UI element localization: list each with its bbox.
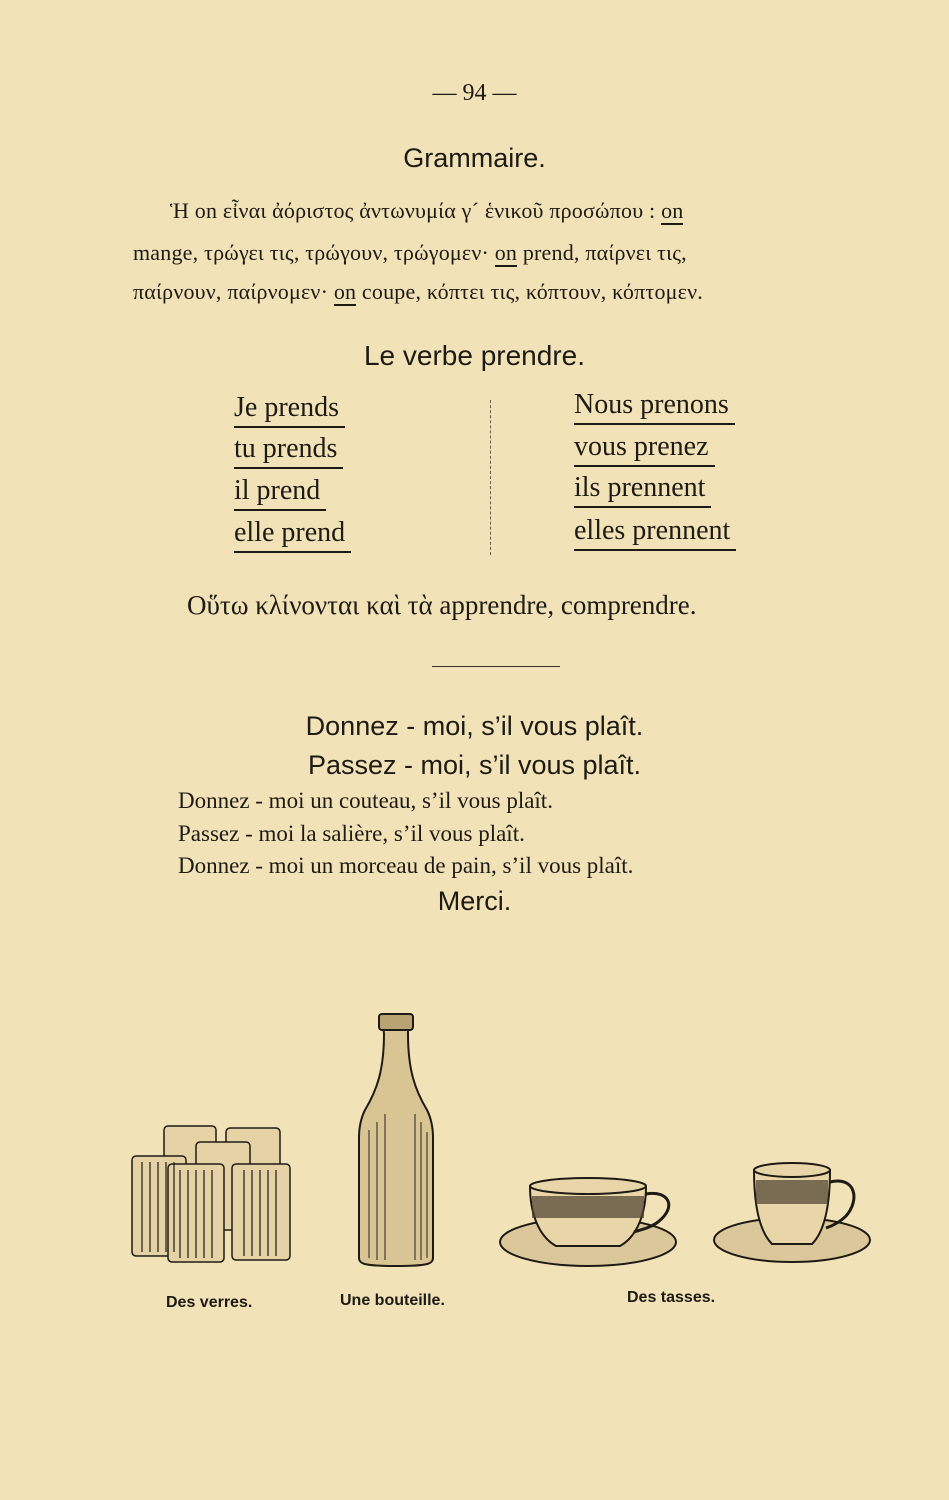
caption-glasses: Des verres. bbox=[166, 1294, 253, 1311]
section-heading: Grammaire. bbox=[403, 143, 546, 173]
paragraph-line-3: παίρνουν, παίρνομεν· on coupe, κόπτει τις, κόπτουν, κόπτομεν. bbox=[133, 279, 703, 304]
merci-text: Merci. bbox=[437, 886, 512, 916]
glasses-illustration bbox=[128, 1118, 298, 1268]
caption-bottle: Une bouteille. bbox=[340, 1292, 445, 1309]
conjugation-note: Οὕτω κλίνονται καὶ τὰ apprendre, comprendre. bbox=[187, 590, 697, 620]
cup-illustration bbox=[712, 1160, 874, 1272]
conjugation-plural-4: elles prennent bbox=[574, 515, 736, 551]
phrase-passez: Passez - moi, s’il vous plaît. bbox=[307, 750, 642, 780]
page-number: — 94 — bbox=[432, 80, 517, 106]
underlined-on: on bbox=[333, 279, 357, 304]
conjugation-singular-3: il prend bbox=[234, 475, 326, 511]
section-divider bbox=[432, 666, 560, 667]
underlined-on: on bbox=[494, 240, 518, 265]
paragraph-line-1: Ἡ on εἶναι ἀόριστος ἀντωνυμία γ´ ἑνικοῦ προσώπου : on bbox=[170, 198, 684, 223]
phrase-donnez: Donnez - moi, s’il vous plaît. bbox=[305, 711, 644, 741]
conjugation-plural-2: vous prenez bbox=[574, 431, 715, 467]
underlined-on: on bbox=[661, 198, 684, 223]
conjugation-singular-1: Je prends bbox=[234, 392, 345, 428]
conjugation-plural-3: ils prennent bbox=[574, 472, 711, 508]
caption-cups: Des tasses. bbox=[627, 1289, 716, 1306]
column-divider bbox=[490, 400, 492, 555]
paragraph-line-2: mange, τρώγει τις, τρώγουν, τρώγομεν· on prend, παίρνει τις, bbox=[133, 240, 687, 265]
example-line-2: Passez - moi la salière, s’il vous plaît. bbox=[178, 821, 525, 846]
conjugation-singular-4: elle prend bbox=[234, 517, 351, 553]
verb-title: Le verbe prendre. bbox=[363, 340, 586, 371]
example-line-3: Donnez - moi un morceau de pain, s’il vous plaît. bbox=[178, 853, 634, 878]
example-line-1: Donnez - moi un couteau, s’il vous plaît. bbox=[178, 788, 553, 813]
cup-illustration bbox=[498, 1172, 678, 1272]
conjugation-plural-1: Nous prenons bbox=[574, 389, 735, 425]
conjugation-singular-2: tu prends bbox=[234, 433, 343, 469]
bottle-illustration bbox=[355, 1010, 437, 1268]
